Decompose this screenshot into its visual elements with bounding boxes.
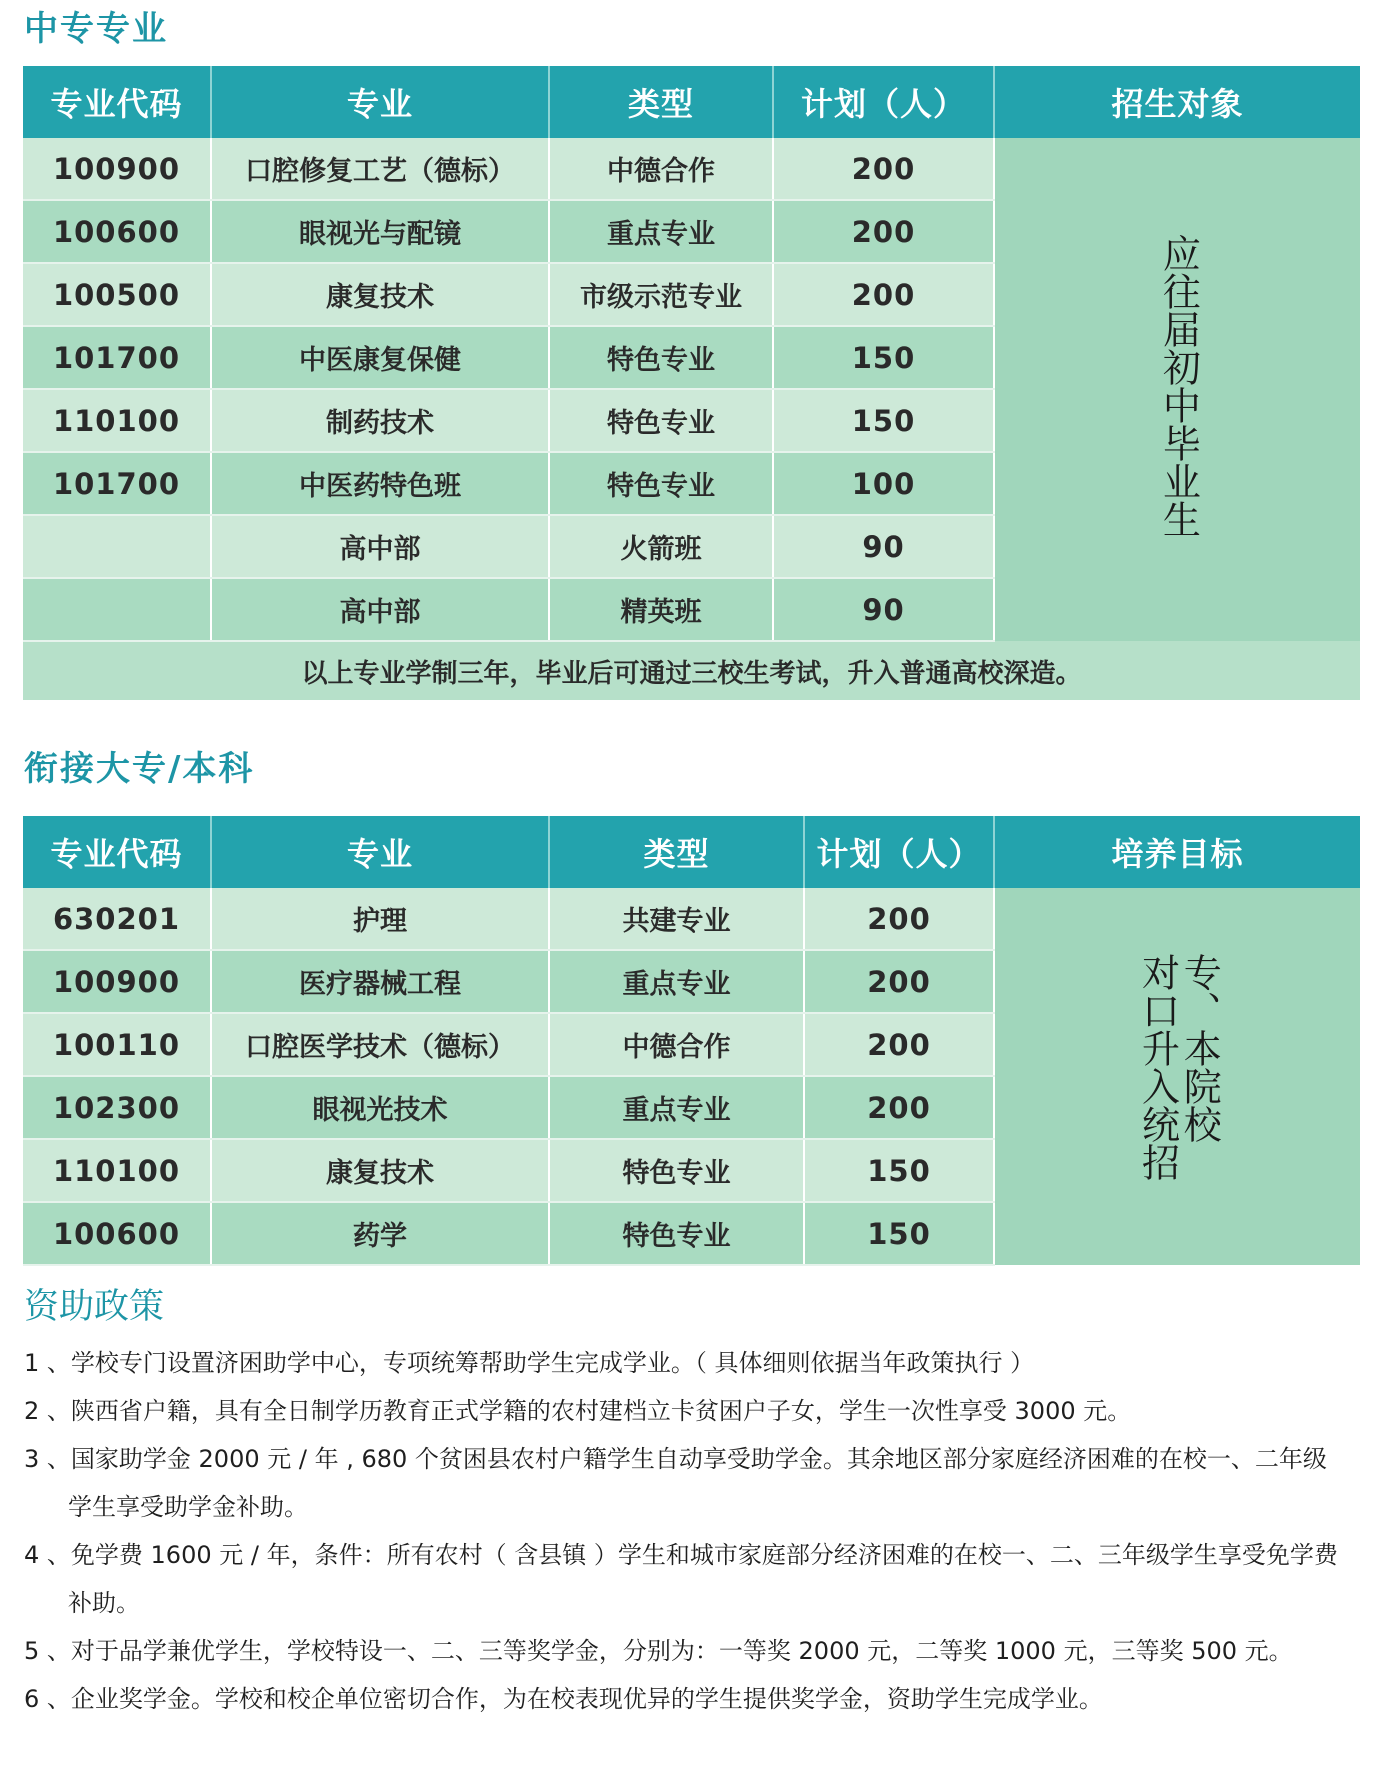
policy-item: 1 、学校专门设置济困助学中心，专项统筹帮助学生完成学业。（ 具体细则依据当年政策执行 ）	[24, 1349, 1035, 1377]
table-note-row	[23, 641, 1360, 700]
cell-code	[23, 515, 211, 578]
cell-type: 特色专业	[549, 1139, 804, 1202]
cell-major: 高中部	[211, 515, 549, 578]
header-target: 招生对象	[994, 66, 1360, 138]
cell-type: 中德合作	[549, 138, 773, 200]
cell-code: 100500	[23, 263, 211, 326]
policy-item: 4 、免学费 1600 元 / 年，条件：所有农村（ 含县镇 ）学生和城市家庭部分经济困难的在校一、二、三年级学生享受免学费补助。	[24, 1541, 1338, 1617]
goal-text-line1: 对口升入统招	[1135, 953, 1180, 1181]
cell-major: 康复技术	[211, 1139, 549, 1202]
cell-plan: 150	[773, 389, 994, 452]
goal-text-line2: 专、本院校	[1177, 953, 1222, 1143]
target-cell	[994, 138, 1360, 641]
cell-code: 110100	[23, 1139, 211, 1202]
cell-code: 110100	[23, 389, 211, 452]
cell-plan: 150	[804, 1139, 994, 1202]
policy-item: 3 、国家助学金 2000 元 / 年 , 680 个贫困县农村户籍学生自动享受助学金。其余地区部分家庭经济困难的在校一、二年级学生享受助学金补助。	[24, 1445, 1327, 1521]
header-major: 专业	[211, 66, 549, 138]
header-code: 专业代码	[23, 816, 211, 888]
funding-policy-section	[24, 1287, 1344, 1723]
cell-type: 共建专业	[549, 888, 804, 950]
cell-major: 药学	[211, 1202, 549, 1265]
college-bridge-table	[23, 816, 1360, 1266]
cell-major: 高中部	[211, 578, 549, 641]
cell-major: 中医康复保健	[211, 326, 549, 389]
cell-type: 特色专业	[549, 1202, 804, 1265]
cell-code: 100900	[23, 138, 211, 200]
cell-type: 特色专业	[549, 326, 773, 389]
header-code: 专业代码	[23, 66, 211, 138]
cell-code: 102300	[23, 1076, 211, 1139]
table-header-row	[23, 816, 1360, 888]
cell-major: 口腔医学技术（德标）	[211, 1013, 549, 1076]
section-title-college-bridge: 衔接大专/本科	[24, 749, 255, 789]
cell-major: 制药技术	[211, 389, 549, 452]
cell-code: 100110	[23, 1013, 211, 1076]
header-goal: 培养目标	[994, 816, 1360, 888]
cell-code: 100900	[23, 950, 211, 1013]
header-major: 专业	[211, 816, 549, 888]
cell-plan: 200	[804, 888, 994, 950]
policy-item: 5 、对于品学兼优学生，学校特设一、二、三等奖学金，分别为：一等奖 2000 元，二等奖 1000 元，三等奖 500 元。	[24, 1637, 1293, 1665]
cell-plan: 200	[804, 1076, 994, 1139]
header-type: 类型	[549, 816, 804, 888]
cell-plan: 200	[804, 1013, 994, 1076]
table-row	[23, 138, 1360, 200]
header-type: 类型	[549, 66, 773, 138]
cell-plan: 200	[773, 200, 994, 263]
cell-plan: 200	[804, 950, 994, 1013]
cell-code: 100600	[23, 200, 211, 263]
cell-type: 重点专业	[549, 950, 804, 1013]
cell-major: 中医药特色班	[211, 452, 549, 515]
cell-major: 护理	[211, 888, 549, 950]
cell-type: 重点专业	[549, 200, 773, 263]
goal-cell	[994, 888, 1360, 1265]
cell-type: 市级示范专业	[549, 263, 773, 326]
cell-plan: 90	[773, 578, 994, 641]
target-text: 应往届初中毕业生	[1156, 234, 1201, 538]
cell-type: 特色专业	[549, 389, 773, 452]
cell-plan: 200	[773, 263, 994, 326]
cell-major: 眼视光技术	[211, 1076, 549, 1139]
policy-item: 6 、企业奖学金。学校和校企单位密切合作，为在校表现优异的学生提供奖学金，资助学生完成学业。	[24, 1685, 1103, 1713]
cell-plan: 150	[804, 1202, 994, 1265]
cell-major: 口腔修复工艺（德标）	[211, 138, 549, 200]
header-plan: 计划（人）	[804, 816, 994, 888]
cell-type: 特色专业	[549, 452, 773, 515]
cell-plan: 100	[773, 452, 994, 515]
cell-major: 医疗器械工程	[211, 950, 549, 1013]
table-header-row	[23, 66, 1360, 138]
cell-major: 眼视光与配镜	[211, 200, 549, 263]
cell-code: 101700	[23, 452, 211, 515]
section-title-secondary-majors: 中专专业	[24, 9, 168, 49]
cell-type: 精英班	[549, 578, 773, 641]
cell-major: 康复技术	[211, 263, 549, 326]
cell-type: 中德合作	[549, 1013, 804, 1076]
cell-plan: 200	[773, 138, 994, 200]
cell-code: 101700	[23, 326, 211, 389]
policy-list	[24, 1339, 1344, 1723]
cell-code	[23, 578, 211, 641]
cell-plan: 90	[773, 515, 994, 578]
header-plan: 计划（人）	[773, 66, 994, 138]
secondary-majors-table	[23, 66, 1360, 700]
table-note: 以上专业学制三年，毕业后可通过三校生考试，升入普通高校深造。	[23, 641, 1360, 700]
cell-type: 重点专业	[549, 1076, 804, 1139]
cell-plan: 150	[773, 326, 994, 389]
table-row	[23, 888, 1360, 950]
policy-item: 2 、陕西省户籍，具有全日制学历教育正式学籍的农村建档立卡贫困户子女，学生一次性享受 3000 元。	[24, 1397, 1132, 1425]
policy-title: 资助政策	[24, 1287, 165, 1327]
cell-code: 630201	[23, 888, 211, 950]
cell-code: 100600	[23, 1202, 211, 1265]
cell-type: 火箭班	[549, 515, 773, 578]
